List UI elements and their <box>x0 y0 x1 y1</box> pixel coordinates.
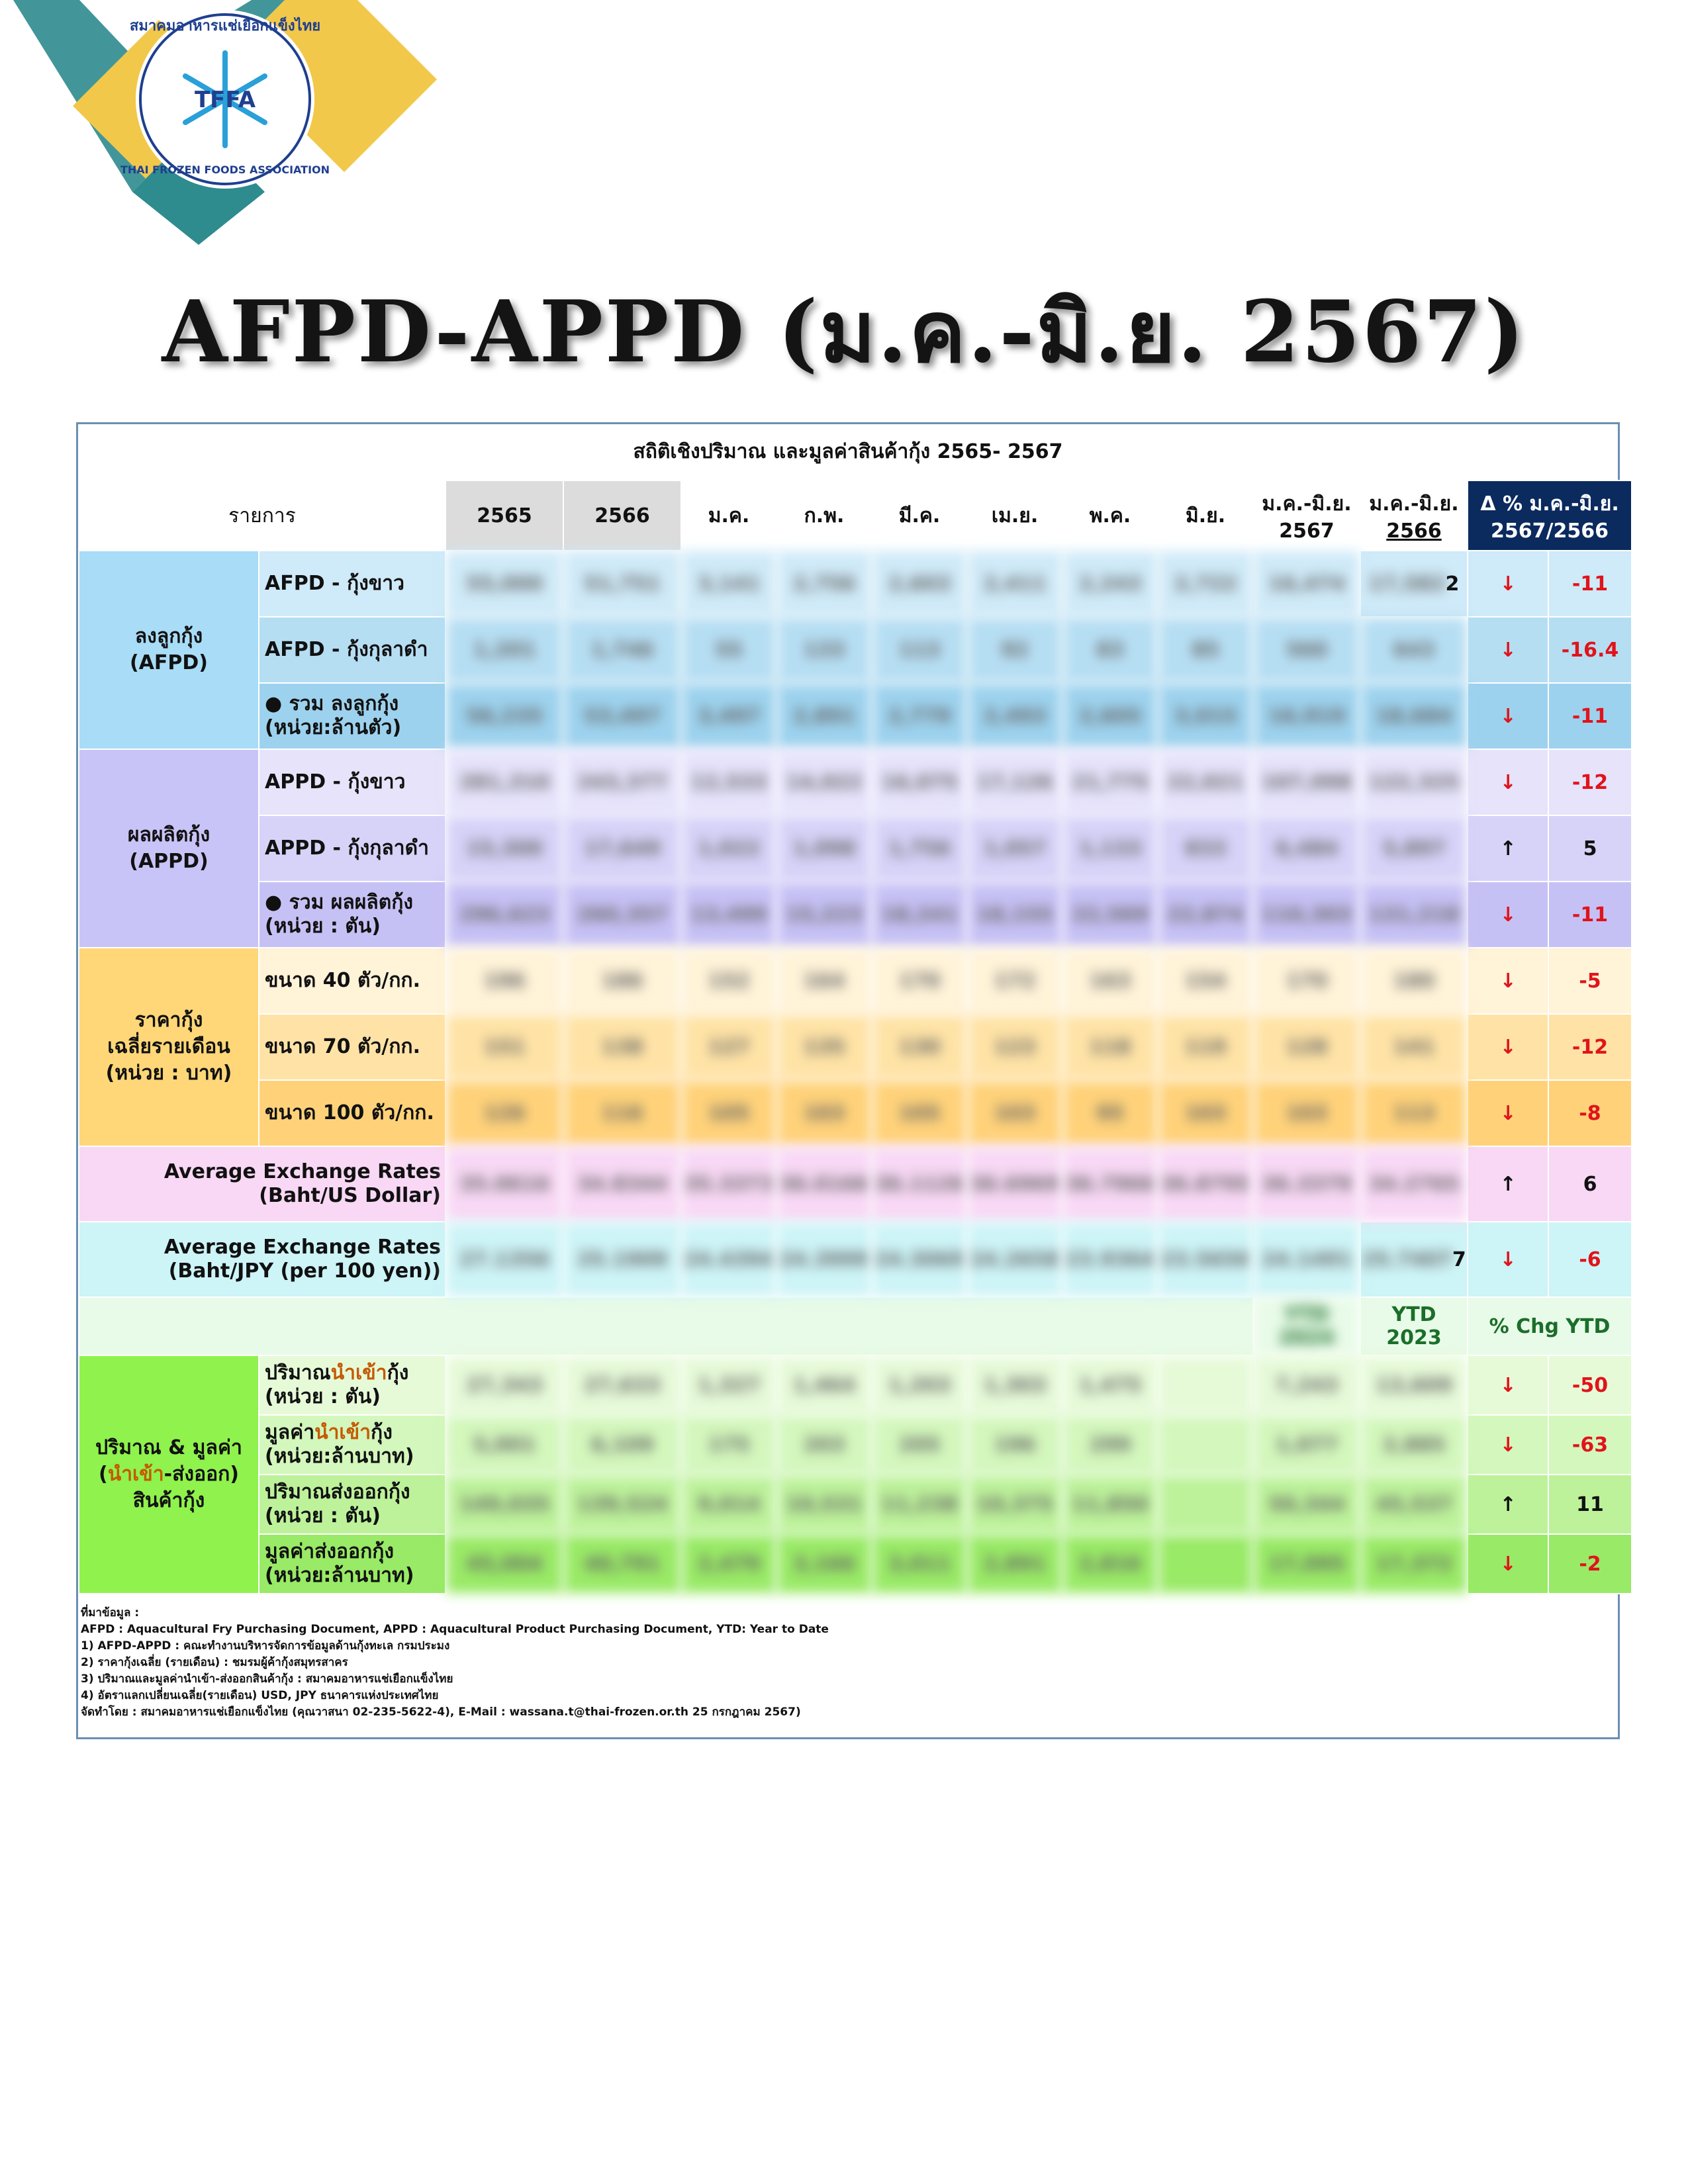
table-row <box>79 815 1632 882</box>
blurred-cell: 163 <box>1062 948 1158 1014</box>
blurred-cell: 205 <box>872 1415 967 1475</box>
blurred-cell: 34.8344 <box>563 1146 681 1222</box>
pct-value: -11 <box>1548 683 1632 749</box>
blurred-cell: 833 <box>1158 815 1253 882</box>
blurred-cell: 83 <box>1062 617 1158 683</box>
blurred-cell: 196 <box>445 948 563 1014</box>
blurred-cell: 3,141 <box>681 551 776 617</box>
blurred-cell: 127 <box>681 1014 776 1080</box>
blurred-cell: 560 <box>1253 617 1360 683</box>
row-label-line2: (หน่วย : ตัน) <box>265 1385 381 1408</box>
blurred-cell: 36.8795 <box>1158 1146 1253 1222</box>
blurred-cell: 16,474 <box>1253 551 1360 617</box>
ytd-header-row <box>79 1297 1632 1355</box>
table-row <box>79 683 1632 749</box>
header-pct-change <box>1468 480 1632 551</box>
tffa-logo <box>0 0 463 251</box>
row-label: AFPD - กุ้งขาว <box>259 551 445 617</box>
pct-value: -8 <box>1548 1080 1632 1146</box>
blurred-cell: 126 <box>445 1080 563 1146</box>
group-appd-line2: (APPD) <box>129 850 209 873</box>
down-arrow-icon: ↓ <box>1468 1014 1548 1080</box>
blurred-cell: 1,464 <box>776 1355 872 1415</box>
blurred-cell: 3,497 <box>681 683 776 749</box>
row-label <box>259 1475 445 1534</box>
group-price <box>79 948 259 1146</box>
row-label-pre: ปริมาณ <box>265 1361 331 1385</box>
blurred-cell: 3,015 <box>1158 683 1253 749</box>
blurred-cell: 24.2658 <box>967 1222 1062 1297</box>
group-trade <box>79 1355 259 1594</box>
page-title: AFPD-APPD (ม.ค.-มิ.ย. 2567) <box>162 283 1526 382</box>
blurred-cell: 154 <box>1158 948 1253 1014</box>
blurred-cell: 14,022 <box>776 749 872 815</box>
blurred-cell <box>1158 1475 1253 1534</box>
blurred-cell: 85 <box>1158 617 1253 683</box>
pct-value: -5 <box>1548 948 1632 1014</box>
blurred-cell: 123 <box>967 1014 1062 1080</box>
blurred-cell: 24.3999 <box>776 1222 872 1297</box>
pct-chg-ytd-label: % Chg YTD <box>1468 1297 1632 1355</box>
down-arrow-icon: ↓ <box>1468 749 1548 815</box>
table-row <box>79 551 1632 617</box>
group-trade-export: -ส่งออก) <box>164 1463 239 1486</box>
blurred-cell: 1,201 <box>445 617 563 683</box>
table-row <box>79 1475 1632 1534</box>
group-trade-line1: ปริมาณ & มูลค่า <box>95 1436 242 1459</box>
row-label-highlight: นำเข้า <box>330 1361 387 1385</box>
blurred-cell: 6,484 <box>1253 815 1360 882</box>
row-label: ขนาด 70 ตัว/กก. <box>259 1014 445 1080</box>
pct-value: -11 <box>1548 882 1632 948</box>
row-label-post: กุ้ง <box>387 1361 409 1385</box>
blurred-cell: 172 <box>967 948 1062 1014</box>
header-row <box>79 480 1632 551</box>
blurred-cell: 1,756 <box>872 815 967 882</box>
header-ytd-2566 <box>1360 480 1468 551</box>
down-arrow-icon: ↓ <box>1468 1080 1548 1146</box>
blurred-cell: 243,377 <box>563 749 681 815</box>
header-2565: 2565 <box>445 480 563 551</box>
blurred-cell: 2,891 <box>967 1534 1062 1594</box>
blurred-cell: 18,155 <box>967 882 1062 948</box>
blurred-cell: 138 <box>563 1014 681 1080</box>
group-price-line2: เฉลี่ยรายเดือน <box>107 1035 230 1058</box>
blurred-cell: 103 <box>1158 1080 1253 1146</box>
blurred-cell: 36.1126 <box>872 1146 967 1222</box>
blurred-cell: 25.1909 <box>563 1222 681 1297</box>
blurred-cell: 113 <box>872 617 967 683</box>
blurred-cell: 27.1356 <box>445 1222 563 1297</box>
blurred-cell: 175 <box>681 1415 776 1475</box>
blurred-cell: 9,014 <box>681 1475 776 1534</box>
group-afpd <box>79 551 259 749</box>
row-label-highlight: นำเข้า <box>314 1421 371 1444</box>
up-arrow-icon: ↑ <box>1468 1146 1548 1222</box>
down-arrow-icon: ↓ <box>1468 683 1548 749</box>
group-price-line1: ราคากุ้ง <box>134 1009 203 1032</box>
row-label-line2: (หน่วย:ล้านบาท) <box>265 1445 414 1468</box>
row-label-line2: (หน่วย : ตัน) <box>265 915 381 938</box>
ytd-2023-label: YTD 2023 <box>1360 1297 1468 1355</box>
logo-abbr: TFFA <box>194 87 256 113</box>
row-label-line1: มูลค่าส่งออกกุ้ง <box>265 1540 395 1563</box>
blurred-cell: 2,756 <box>776 551 872 617</box>
blurred-cell: 1,746 <box>563 617 681 683</box>
blurred-cell: 2,722 <box>1158 551 1253 617</box>
pct-value: 11 <box>1548 1475 1632 1534</box>
blurred-cell: 55,000 <box>445 551 563 617</box>
blurred-cell: 3,011 <box>872 1534 967 1594</box>
blurred-cell: 34.2765 <box>1360 1146 1468 1222</box>
down-arrow-icon: ↓ <box>1468 948 1548 1014</box>
down-arrow-icon: ↓ <box>1468 882 1548 948</box>
down-arrow-icon: ↓ <box>1468 1355 1548 1415</box>
blurred-cell: 260,357 <box>563 882 681 948</box>
blurred-cell: 2,885 <box>1360 1415 1468 1475</box>
blurred-cell: 23.9364 <box>1062 1222 1158 1297</box>
blurred-cell: 139,524 <box>563 1475 681 1534</box>
table-row <box>79 882 1632 948</box>
blurred-cell: 56,235 <box>445 683 563 749</box>
blurred-cell <box>1158 1415 1253 1475</box>
header-jun: มิ.ย. <box>1158 480 1253 551</box>
blurred-cell: 1,022 <box>681 815 776 882</box>
blurred-cell: 51,751 <box>563 551 681 617</box>
ytd-spacer <box>79 1297 1253 1355</box>
blurred-cell: 13,609 <box>1360 1355 1468 1415</box>
row-label: ขนาด 100 ตัว/กก. <box>259 1080 445 1146</box>
row-label-line2: (หน่วย:ล้านบาท) <box>265 1564 414 1587</box>
partial-cell <box>1360 1222 1468 1297</box>
blurred-cell: 25.7407 <box>1362 1248 1452 1271</box>
blurred-cell: 17,372 <box>1360 1534 1468 1594</box>
blurred-cell: 196 <box>967 1415 1062 1475</box>
blurred-cell: 103 <box>967 1080 1062 1146</box>
blurred-cell: 203 <box>776 1415 872 1475</box>
row-label <box>259 683 445 749</box>
note-line: 4) อัตราแลกเปลี่ยนเฉลี่ย(รายเดือน) USD, JPY ธนาคารแห่งประเทศไทย <box>81 1689 439 1702</box>
blurred-cell: 2,891 <box>776 683 872 749</box>
blurred-cell: 18,241 <box>872 882 967 948</box>
blurred-cell: 151 <box>445 1014 563 1080</box>
note-line: ที่มาข้อมูล : <box>81 1606 140 1619</box>
row-label-line2: (หน่วย:ล้านตัว) <box>265 716 402 739</box>
blurred-cell: 122,325 <box>1360 749 1468 815</box>
row-label-line1: Average Exchange Rates <box>164 1236 442 1259</box>
blurred-cell: 152 <box>681 948 776 1014</box>
blurred-cell: 5,001 <box>445 1415 563 1475</box>
header-ytd-2567-b: 2567 <box>1279 520 1335 543</box>
blurred-cell: 1,203 <box>872 1355 967 1415</box>
blurred-cell: 18,684 <box>1360 683 1468 749</box>
row-label-line1: ปริมาณส่งออกกุ้ง <box>265 1480 410 1504</box>
blurred-cell: 92 <box>967 617 1062 683</box>
group-trade-line3: สินค้ากุ้ง <box>132 1489 205 1512</box>
row-label <box>79 1146 445 1222</box>
blurred-cell: 40,791 <box>563 1534 681 1594</box>
logo-bottom-text: THAI FROZEN FOODS ASSOCIATION <box>120 163 330 176</box>
blurred-cell: YTD 2024 <box>1253 1297 1360 1355</box>
blurred-cell: 1,133 <box>1062 815 1158 882</box>
blurred-cell: 16,919 <box>1253 683 1360 749</box>
down-arrow-icon: ↓ <box>1468 1415 1548 1475</box>
group-appd-line1: ผลผลิตกุ้ง <box>127 823 211 846</box>
up-arrow-icon: ↑ <box>1468 1475 1548 1534</box>
down-arrow-icon: ↓ <box>1468 1222 1548 1297</box>
blurred-cell: 3,166 <box>776 1534 872 1594</box>
row-label: APPD - กุ้งขาว <box>259 749 445 815</box>
row-label <box>79 1222 445 1297</box>
blurred-cell: 53,497 <box>563 683 681 749</box>
blurred-cell: 10,531 <box>776 1475 872 1534</box>
row-label-line1: ● รวม ผลผลิตกุ้ง <box>265 891 414 914</box>
pct-value: 5 <box>1548 815 1632 882</box>
source-notes <box>81 1605 829 1721</box>
row-label <box>259 1355 445 1415</box>
blurred-cell: 131,218 <box>1360 882 1468 948</box>
row-label <box>259 882 445 948</box>
blurred-cell: 133 <box>776 617 872 683</box>
header-pct-a: Δ % ม.ค.-มิ.ย. <box>1480 492 1619 516</box>
blurred-cell: 103 <box>1253 1080 1360 1146</box>
blurred-cell: 164 <box>776 948 872 1014</box>
row-label-line1: Average Exchange Rates <box>164 1160 442 1183</box>
row-label: APPD - กุ้งกุลาดำ <box>259 815 445 882</box>
table-row <box>79 948 1632 1014</box>
blurred-cell: 1,098 <box>776 815 872 882</box>
header-ytd-2566-b: 2566 <box>1386 520 1442 543</box>
blurred-cell: 95 <box>1062 1080 1158 1146</box>
header-mar: มี.ค. <box>872 480 967 551</box>
blurred-cell: 10,375 <box>967 1475 1062 1534</box>
blurred-cell: 24.3069 <box>872 1222 967 1297</box>
row-label: ขนาด 40 ตัว/กก. <box>259 948 445 1014</box>
pct-value: -16.4 <box>1548 617 1632 683</box>
blurred-cell: 5,897 <box>1360 815 1468 882</box>
blurred-cell: 281,310 <box>445 749 563 815</box>
blurred-cell: 17,126 <box>967 749 1062 815</box>
blurred-cell: 22,874 <box>1158 882 1253 948</box>
logo-arc-text: สมาคมอาหารแช่เยือกแข็งไทย <box>129 18 321 34</box>
blurred-cell: 7,243 <box>1253 1355 1360 1415</box>
blurred-cell: 130 <box>872 1014 967 1080</box>
partial-cell <box>1360 551 1468 617</box>
pct-value: -11 <box>1548 551 1632 617</box>
header-jan: ม.ค. <box>681 480 776 551</box>
blurred-cell: 118 <box>1062 1014 1158 1080</box>
pct-value: -63 <box>1548 1415 1632 1475</box>
blurred-cell: 116 <box>563 1080 681 1146</box>
header-feb: ก.พ. <box>776 480 872 551</box>
header-apr: เม.ย. <box>967 480 1062 551</box>
table-row <box>79 1355 1632 1415</box>
down-arrow-icon: ↓ <box>1468 617 1548 683</box>
table-caption: สถิติเชิงปริมาณ และมูลค่าสินค้ากุ้ง 2565- 2567 <box>633 440 1063 463</box>
row-label-line2: (Baht/JPY (per 100 yen)) <box>168 1259 442 1283</box>
blurred-cell: 105 <box>872 1080 967 1146</box>
blurred-cell: 103 <box>776 1080 872 1146</box>
pct-value: 6 <box>1548 1146 1632 1222</box>
header-pct-b: 2567/2566 <box>1491 520 1609 543</box>
table-row <box>79 617 1632 683</box>
down-arrow-icon: ↓ <box>1468 1534 1548 1594</box>
blurred-cell: 15,300 <box>445 815 563 882</box>
row-label <box>259 1415 445 1475</box>
blurred-cell: 107,098 <box>1253 749 1360 815</box>
blurred-cell: 21,775 <box>1062 749 1158 815</box>
blurred-cell: 23.5650 <box>1158 1222 1253 1297</box>
blurred-cell: 170 <box>872 948 967 1014</box>
blurred-cell: 643 <box>1360 617 1468 683</box>
note-line: จัดทำโดย : สมาคมอาหารแช่เยือกแข็งไทย (คุณวาสนา 02-235-5622-4), E-Mail : wassana.t@thai-frozen.or.th 25 กรกฎาคม 2567) <box>81 1706 801 1719</box>
row-label-line2: (หน่วย : ตัน) <box>265 1504 381 1527</box>
blurred-cell: 11,238 <box>872 1475 967 1534</box>
table-row <box>79 1222 1632 1297</box>
row-label-pre: มูลค่า <box>265 1421 315 1444</box>
pct-value: -6 <box>1548 1222 1632 1297</box>
blurred-cell: 50,344 <box>1253 1475 1360 1534</box>
blurred-cell: 45,537 <box>1360 1475 1468 1534</box>
blurred-cell: 128 <box>1253 1014 1360 1080</box>
note-line: 3) ปริมาณและมูลค่านำเข้า-ส่งออกสินค้ากุ้ง : สมาคมอาหารแช่เยือกแข็งไทย <box>81 1672 453 1686</box>
blurred-cell: 45,004 <box>445 1534 563 1594</box>
blurred-cell: 35.0616 <box>445 1146 563 1222</box>
table-row <box>79 1415 1632 1475</box>
blurred-cell: 1,057 <box>967 815 1062 882</box>
blurred-cell: 6,109 <box>563 1415 681 1475</box>
blurred-cell: 13,499 <box>681 882 776 948</box>
row-label: AFPD - กุ้งกุลาดำ <box>259 617 445 683</box>
blurred-cell: 2,411 <box>967 551 1062 617</box>
blurred-cell: 2,816 <box>1062 1534 1158 1594</box>
blurred-cell: 170 <box>1253 948 1360 1014</box>
blurred-cell: 2,493 <box>967 683 1062 749</box>
blurred-cell: 113 <box>1360 1080 1468 1146</box>
blurred-cell: 15,223 <box>776 882 872 948</box>
row-label <box>259 1534 445 1594</box>
pct-value: -12 <box>1548 749 1632 815</box>
table-row <box>79 1014 1632 1080</box>
blurred-cell: 12,533 <box>681 749 776 815</box>
table-row <box>79 1146 1632 1222</box>
blurred-cell: 1,327 <box>681 1355 776 1415</box>
row-label-line1: ● รวม ลงลูกกุ้ง <box>265 692 399 715</box>
pct-value: -2 <box>1548 1534 1632 1594</box>
row-label-post: กุ้ง <box>371 1421 393 1444</box>
blurred-cell: 22,569 <box>1062 882 1158 948</box>
note-line: 1) AFPD-APPD : คณะทำงานบริหารจัดการข้อมูลด้านกุ้งทะเล กรมประมง <box>81 1639 450 1653</box>
header-ytd-2567-a: ม.ค.-มิ.ย. <box>1262 492 1352 516</box>
header-may: พ.ค. <box>1062 480 1158 551</box>
visible-tail: 7 <box>1452 1248 1466 1271</box>
blurred-cell: 35.3373 <box>681 1146 776 1222</box>
note-line: 2) ราคากุ้งเฉลี่ย (รายเดือน) : ชมรมผู้ค้ากุ้งสมุทรสาคร <box>81 1656 348 1669</box>
blurred-cell: 2,603 <box>872 551 967 617</box>
blurred-cell: 11,850 <box>1062 1475 1158 1534</box>
blurred-cell: 17,649 <box>563 815 681 882</box>
blurred-cell: 1,475 <box>1062 1355 1158 1415</box>
blurred-cell: 17,582 <box>1368 572 1446 596</box>
group-trade-line2: (นำเข้า-ส่งออก) <box>98 1463 239 1486</box>
blurred-cell: 110,303 <box>1253 882 1360 948</box>
up-arrow-icon: ↑ <box>1468 815 1548 882</box>
blurred-cell: 36.7966 <box>1062 1146 1158 1222</box>
blurred-cell: 1,303 <box>967 1355 1062 1415</box>
blurred-cell: 36.0166 <box>776 1146 872 1222</box>
table-row <box>79 1534 1632 1594</box>
table-row <box>79 1080 1632 1146</box>
group-price-line3: (หน่วย : บาท) <box>105 1062 232 1085</box>
blurred-cell: 119 <box>1158 1014 1253 1080</box>
statistics-table-frame <box>76 422 1620 1739</box>
blurred-cell <box>1158 1534 1253 1594</box>
blurred-cell: 296,623 <box>445 882 563 948</box>
blurred-cell: 17,095 <box>1253 1534 1360 1594</box>
blurred-cell: 2,479 <box>681 1534 776 1594</box>
blurred-cell: 24.1491 <box>1253 1222 1360 1297</box>
blurred-cell: 299 <box>1062 1415 1158 1475</box>
blurred-cell: 2,779 <box>872 683 967 749</box>
blurred-cell: 22,021 <box>1158 749 1253 815</box>
group-afpd-line1: ลงลูกกุ้ง <box>134 625 203 648</box>
blurred-cell <box>1158 1355 1253 1415</box>
blurred-cell: 55 <box>681 617 776 683</box>
pct-value: -50 <box>1548 1355 1632 1415</box>
down-arrow-icon: ↓ <box>1468 551 1548 617</box>
blurred-cell: 149,035 <box>445 1475 563 1534</box>
blurred-cell: 135 <box>776 1014 872 1080</box>
group-afpd-line2: (AFPD) <box>129 651 209 674</box>
row-label-line2: (Baht/US Dollar) <box>259 1184 442 1207</box>
visible-tail: 2 <box>1445 572 1460 596</box>
blurred-cell: 2,605 <box>1062 683 1158 749</box>
blurred-cell: 27,343 <box>445 1355 563 1415</box>
group-trade-import: นำเข้า <box>107 1463 164 1486</box>
header-2566: 2566 <box>563 480 681 551</box>
blurred-cell: 36.6969 <box>967 1146 1062 1222</box>
blurred-cell: 36.3379 <box>1253 1146 1360 1222</box>
blurred-cell: 27,633 <box>563 1355 681 1415</box>
blurred-cell: 1,077 <box>1253 1415 1360 1475</box>
blurred-cell: 2,243 <box>1062 551 1158 617</box>
blurred-cell: 186 <box>563 948 681 1014</box>
header-label: รายการ <box>79 480 445 551</box>
note-line: AFPD : Aquacultural Fry Purchasing Document, APPD : Aquacultural Product Purchasing Document, YTD: Year to Date <box>81 1623 829 1636</box>
blurred-cell: 180 <box>1360 948 1468 1014</box>
group-appd <box>79 749 259 948</box>
pct-value: -12 <box>1548 1014 1632 1080</box>
table-row <box>79 749 1632 815</box>
header-ytd-2566-a: ม.ค.-มิ.ย. <box>1369 492 1459 516</box>
statistics-table <box>78 480 1632 1594</box>
blurred-cell: 16,075 <box>872 749 967 815</box>
header-ytd-2567 <box>1253 480 1360 551</box>
blurred-cell: 105 <box>681 1080 776 1146</box>
blurred-cell: 24.4394 <box>681 1222 776 1297</box>
blurred-cell: 141 <box>1360 1014 1468 1080</box>
